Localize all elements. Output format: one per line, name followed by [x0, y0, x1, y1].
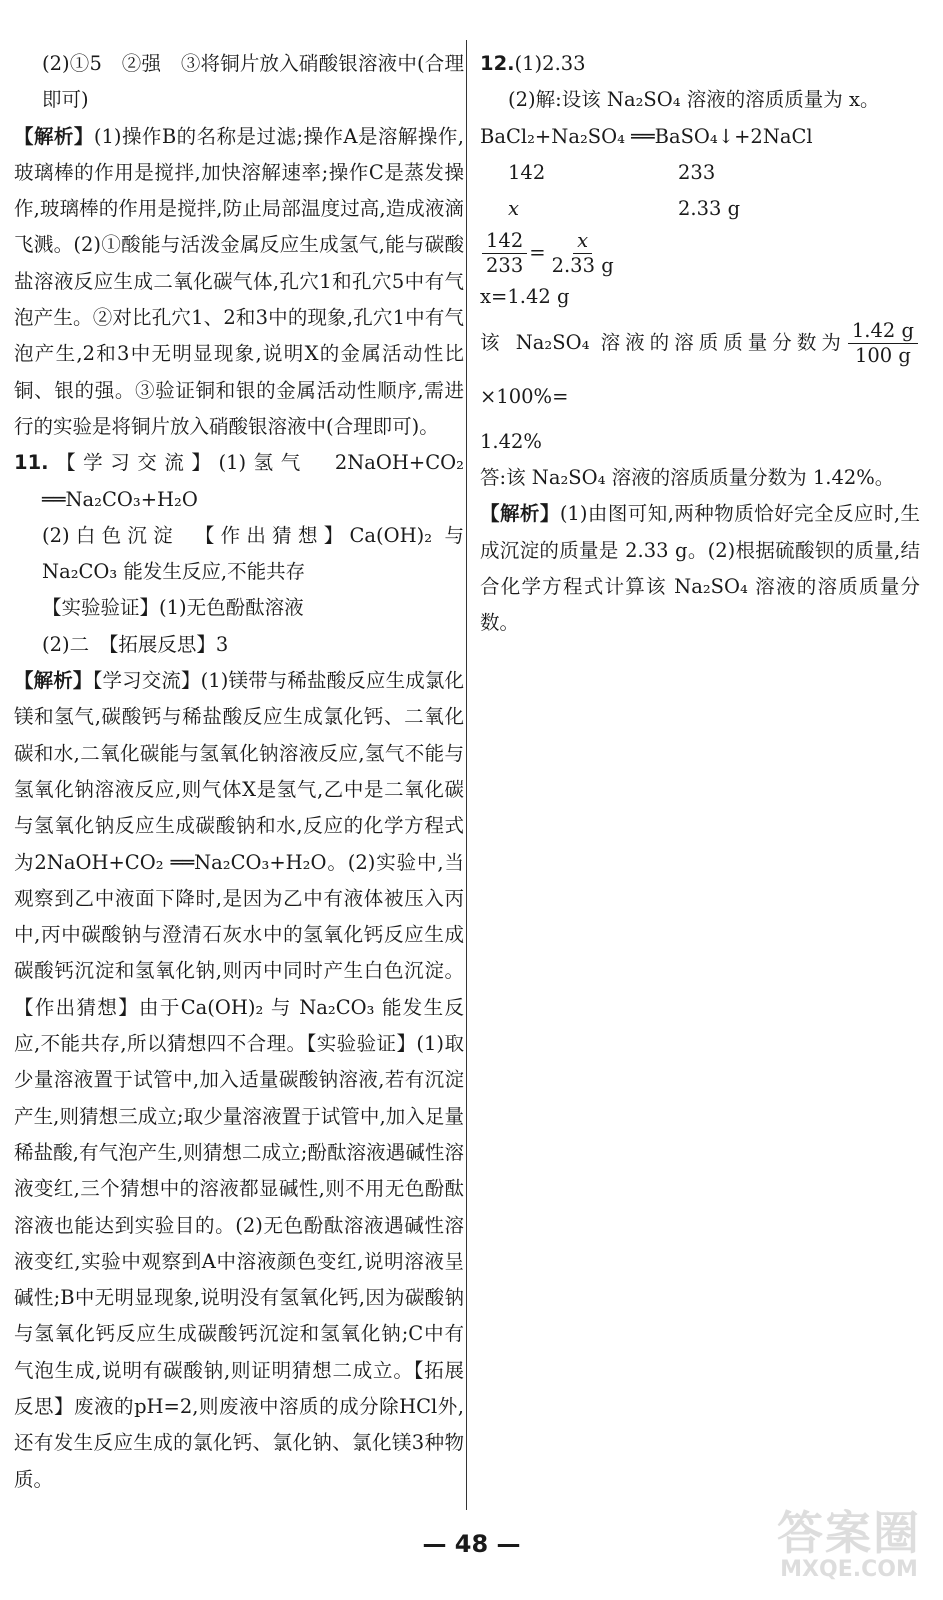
ratio-left-num: 142	[482, 229, 527, 254]
q12-part1	[480, 46, 920, 82]
q11-analysis-text: 【学习交流】(1)镁带与稀盐酸反应生成氯化镁和氢气,碳酸钙与稀盐酸反应生成氯化钙、二氧化碳和水,二氧化碳能与氢氧化钠溶液反应,氢气不能与氢氧化钠溶液反应,则气体X是氢气,乙中是二氧化碳与氢氧化钠反应生成碳酸钠和水,反应的化学方程式为2NaOH+CO₂ ══Na₂CO₃+H₂O。(2)实验中,当观察到乙中液面下降时,是因为乙中有液体被压入丙中,丙中碳酸钠与澄清石灰水中的氢氧化钙反应生成碳酸钙沉淀和氢氧化钠,则丙中同时产生白色沉淀。【作出猜想】由于Ca(OH)₂ 与 Na₂CO₃ 能发生反应,不能共存,所以猜想四不合理。【实验验证】(1)取少量溶液置于试管中,加入适量碳酸钠溶液,若有沉淀产生,则猜想三成立;取少量溶液置于试管中,加入足量稀盐酸,有气泡产生,则猜想二成立;酚酞溶液遇碱性溶液变红,三个猜想中的溶液都显碱性,则不用无色酚酞溶液也能达到实验目的。(2)无色酚酞溶液遇碱性溶液变红,实验中观察到A中溶液颜色变红,说明溶液呈碱性;B中无明显现象,说明没有氢氧化钙,因为碳酸钠与氢氧化钙反应生成碳酸钙沉淀和氢氧化钠;C中有气泡生成,说明有碳酸钠,则证明猜想二成立。【拓展反思】废液的pH=2,则废液中溶质的成分除HCl外,还有发生反应生成的氯化钙、氯化钠、氯化镁3种物质。	[14, 669, 464, 1491]
analysis-tag: 【解析】	[480, 502, 560, 526]
ratio-left-den: 233	[486, 254, 524, 278]
ratio-left	[482, 229, 527, 278]
x-result: x=1.42 g	[480, 285, 570, 309]
right-column	[480, 46, 920, 642]
mass-row-2	[480, 191, 920, 227]
q10-analysis-text: (1)操作B的名称是过滤;操作A是溶解操作,玻璃棒的作用是搅拌,加快溶解速率;操作C是蒸发操作,玻璃棒的作用是搅拌,防止局部温度过高,造成液滴飞溅。(2)①酸能与活泼金属反应生成氢气,能与碳酸盐溶液反应生成二氧化碳气体,孔穴1和孔穴5中有气泡产生。②对比孔穴1、2和3中的现象,孔穴1中有气泡产生,2和3中无明显现象,说明X的金属活动性比铜、银的强。③验证铜和银的金属活动性顺序,需进行的实验是将铜片放入硝酸银溶液中(合理即可)。	[14, 124, 464, 438]
q11-number: 11.	[14, 451, 49, 475]
watermark-logo	[769, 1508, 929, 1584]
q12-number: 12.	[480, 52, 515, 75]
mass-fraction	[848, 319, 918, 368]
q11-analysis	[14, 663, 464, 1498]
q11-line1-text: 【学习交流】(1)氢气 2NaOH+CO₂ ══Na₂CO₃+H₂O	[42, 451, 464, 511]
ratio-right-num: x	[573, 229, 592, 254]
fraction-suffix: ×100%=	[480, 384, 569, 408]
q12-analysis	[480, 496, 920, 641]
column-divider	[466, 40, 467, 1510]
ratio-equals: =	[529, 241, 546, 265]
q12-analysis-text: (1)由图可知,两种物质恰好完全反应时,生成沉淀的质量是 2.33 g。(2)根据硫酸钡的质量,结合化学方程式计算该 Na₂SO₄ 溶液的溶质质量分数。	[480, 502, 920, 635]
fraction-line	[480, 316, 920, 424]
q11-answer-line4: (2)二 【拓展反思】3	[42, 632, 229, 656]
mass-fraction-num: 1.42 g	[848, 319, 918, 344]
q10-analysis	[14, 119, 464, 446]
molar-mass-baso4: 233	[678, 160, 716, 184]
mass-row-1	[480, 155, 920, 191]
mass-fraction-den: 100 g	[854, 343, 911, 367]
fraction-prefix: 该 Na₂SO₄ 溶液的溶质质量分数为	[480, 330, 846, 354]
final-answer: 答:该 Na₂SO₄ 溶液的溶质质量分数为 1.42%。	[480, 466, 895, 490]
q11-answer-line1	[14, 445, 464, 518]
q12-part2: (2)解:设该 Na₂SO₄ 溶液的溶质质量为 x。	[508, 88, 880, 112]
page-number: — 48 —	[422, 1530, 521, 1558]
analysis-tag: 【解析】	[14, 124, 94, 148]
ratio-equation	[480, 227, 920, 279]
q10-part2: (2)①5 ②强 ③将铜片放入硝酸银溶液中(合理即可)	[42, 52, 464, 112]
watermark-cn: 答案圈	[777, 1506, 921, 1560]
fraction-result: 1.42%	[480, 429, 542, 453]
ratio-right	[548, 229, 618, 278]
left-column	[14, 46, 464, 1498]
precipitate-mass: 2.33 g	[678, 197, 741, 221]
ratio-right-den: 2.33 g	[551, 254, 614, 278]
q11-answer-line3: 【实验验证】(1)无色酚酞溶液	[42, 596, 304, 620]
unknown-x: x	[508, 197, 519, 221]
watermark-en: MXQE.COM	[780, 1557, 918, 1582]
chemical-equation: BaCl₂+Na₂SO₄ ══BaSO₄↓+2NaCl	[480, 124, 813, 148]
molar-mass-na2so4: 142	[508, 160, 546, 184]
q11-answer-line2: (2)白色沉淀 【作出猜想】Ca(OH)₂ 与 Na₂CO₃ 能发生反应,不能共存	[42, 523, 464, 584]
analysis-tag: 【解析】	[14, 669, 93, 693]
q12-part1-text: (1)2.33	[514, 52, 586, 75]
